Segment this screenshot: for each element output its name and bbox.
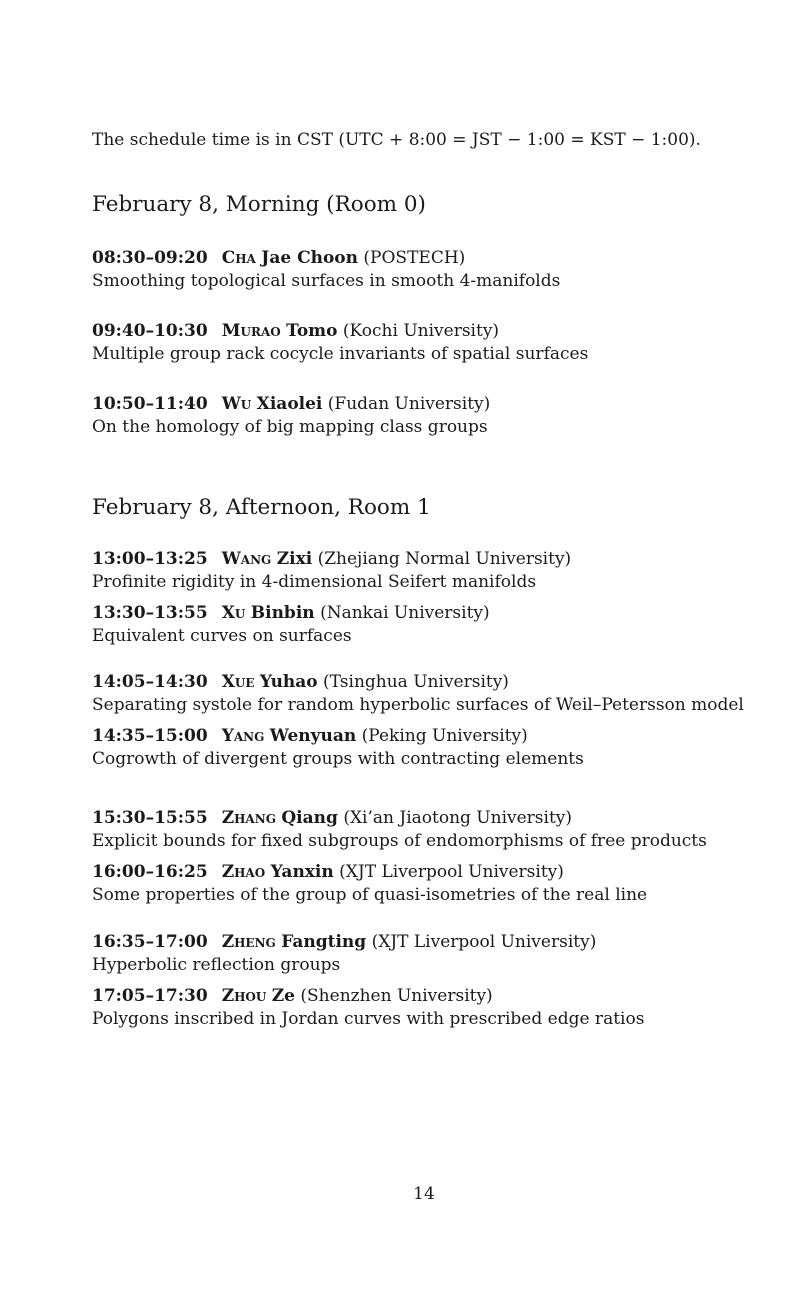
speaker-affiliation: (Nankai University)	[320, 603, 490, 623]
speaker-given-name: Zixi	[276, 549, 313, 569]
timezone-note: The schedule time is in CST (UTC + 8:00 = JST − 1:00 = KST − 1:00).	[92, 130, 701, 150]
speaker-given-name: Binbin	[250, 603, 315, 623]
talk-entry	[92, 931, 732, 977]
speaker-affiliation: (POSTECH)	[363, 248, 466, 268]
talk-header	[92, 807, 732, 830]
speaker-affiliation: (Peking University)	[361, 726, 528, 746]
talk-time: 14:05–14:30	[92, 672, 208, 692]
page-number: 14	[413, 1184, 435, 1204]
talk-entry	[92, 861, 732, 907]
speaker-affiliation: (Fudan University)	[327, 394, 491, 414]
talk-time: 15:30–15:55	[92, 808, 208, 828]
talk-title: Multiple group rack cocycle invariants of spatial surfaces	[92, 344, 589, 364]
talk-time: 08:30–09:20	[92, 248, 208, 268]
talk-header	[92, 725, 732, 748]
speaker-family-name: Zheng	[221, 932, 276, 952]
talk-time: 10:50–11:40	[92, 394, 208, 414]
talk-title: Equivalent curves on surfaces	[92, 626, 352, 646]
talk-header	[92, 671, 732, 694]
talk-title: Profinite rigidity in 4-dimensional Seifert manifolds	[92, 572, 537, 592]
talk-entry	[92, 247, 732, 293]
talk-time: 16:00–16:25	[92, 862, 208, 882]
talk-header	[92, 320, 732, 343]
talk-header	[92, 602, 732, 625]
speaker-family-name: Yang	[221, 726, 265, 746]
talk-title: Some properties of the group of quasi-isometries of the real line	[92, 885, 648, 905]
talk-entry	[92, 807, 732, 853]
talk-header	[92, 393, 732, 416]
talk-title: Separating systole for random hyperbolic surfaces of Weil–Petersson model	[92, 695, 744, 715]
talk-header	[92, 931, 732, 954]
section-heading-morning: February 8, Morning (Room 0)	[92, 192, 426, 217]
talk-entry	[92, 548, 732, 594]
talk-time: 16:35–17:00	[92, 932, 208, 952]
speaker-family-name: Murao	[221, 321, 281, 341]
speaker-affiliation: (XJT Liverpool University)	[371, 932, 597, 952]
talk-header	[92, 247, 732, 270]
talk-entry	[92, 725, 732, 771]
talk-entry	[92, 393, 732, 439]
talk-title: Smoothing topological surfaces in smooth 4-manifolds	[92, 271, 561, 291]
speaker-affiliation: (Tsinghua University)	[323, 672, 509, 692]
talk-title: Explicit bounds for fixed subgroups of endomorphisms of free products	[92, 831, 707, 851]
speaker-affiliation: (Xi’an Jiaotong University)	[343, 808, 573, 828]
talk-entry	[92, 671, 744, 717]
speaker-given-name: Yanxin	[270, 862, 334, 882]
speaker-family-name: Wang	[221, 549, 272, 569]
speaker-given-name: Xiaolei	[256, 394, 323, 414]
speaker-family-name: Zhao	[221, 862, 266, 882]
speaker-affiliation: (Shenzhen University)	[300, 986, 493, 1006]
talk-header	[92, 861, 732, 884]
speaker-given-name: Tomo	[286, 321, 338, 341]
speaker-given-name: Ze	[271, 986, 295, 1006]
speaker-given-name: Jae Choon	[261, 248, 359, 268]
talk-title: On the homology of big mapping class groups	[92, 417, 488, 437]
speaker-given-name: Wenyuan	[269, 726, 357, 746]
talk-time: 09:40–10:30	[92, 321, 208, 341]
talk-entry	[92, 602, 732, 648]
speaker-family-name: Zhou	[221, 986, 267, 1006]
speaker-family-name: Xue	[221, 672, 255, 692]
talk-time: 14:35–15:00	[92, 726, 208, 746]
talk-title: Polygons inscribed in Jordan curves with prescribed edge ratios	[92, 1009, 645, 1029]
talk-time: 13:30–13:55	[92, 603, 208, 623]
talk-entry	[92, 320, 732, 366]
speaker-family-name: Cha	[221, 248, 256, 268]
speaker-given-name: Qiang	[281, 808, 338, 828]
speaker-affiliation: (Zhejiang Normal University)	[317, 549, 572, 569]
section-heading-afternoon: February 8, Afternoon, Room 1	[92, 495, 431, 520]
speaker-given-name: Yuhao	[259, 672, 318, 692]
talk-time: 13:00–13:25	[92, 549, 208, 569]
speaker-affiliation: (XJT Liverpool University)	[339, 862, 564, 882]
talk-header	[92, 548, 732, 571]
talk-entry	[92, 985, 732, 1031]
speaker-family-name: Zhang	[221, 808, 276, 828]
talk-time: 17:05–17:30	[92, 986, 208, 1006]
talk-title: Hyperbolic reflection groups	[92, 955, 341, 975]
speaker-given-name: Fangting	[281, 932, 367, 952]
talk-header	[92, 985, 732, 1008]
speaker-family-name: Xu	[221, 603, 246, 623]
speaker-affiliation: (Kochi University)	[342, 321, 500, 341]
talk-title: Cogrowth of divergent groups with contracting elements	[92, 749, 584, 769]
speaker-family-name: Wu	[221, 394, 252, 414]
